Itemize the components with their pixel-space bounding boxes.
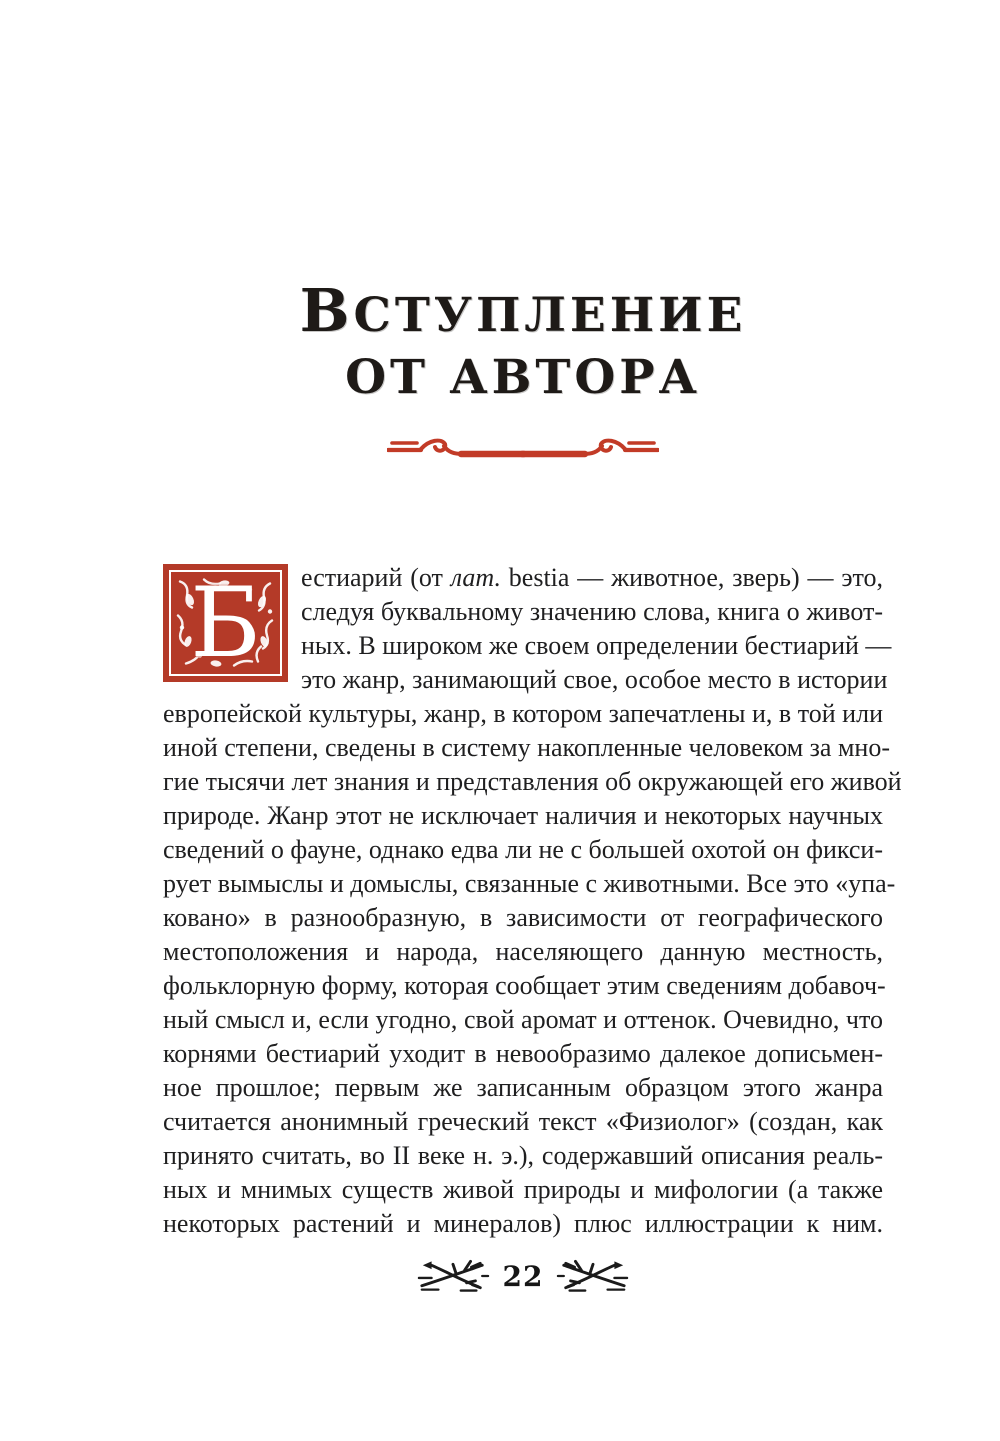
- paragraph-line: сведений о фауне, однако едва ли не с большей охотой он фикси-: [163, 835, 883, 864]
- paragraph-line: гие тысячи лет знания и представления об окружающей его живой: [163, 767, 902, 796]
- paragraph-line: ное прошлое; первым же записанным образцом этого жанра: [163, 1073, 883, 1102]
- page-footer: [23, 1256, 1000, 1296]
- paragraph-line: считается анонимный греческий текст «Физиолог» (создан, как: [163, 1107, 883, 1136]
- paragraph-line: европейской культуры, жанр, в котором запечатлены и, в той или: [163, 699, 883, 728]
- paragraph-line: местоположения и народа, населяющего данную местность,: [163, 937, 883, 966]
- paragraph-line: ковано» в разнообразную, в зависимости от географического: [163, 903, 883, 932]
- dropcap: [163, 564, 288, 682]
- dropcap-frame: [169, 570, 282, 676]
- paragraph-line: иной степени, сведены в систему накопленные человеком за мно-: [163, 733, 890, 762]
- paragraph-line: корнями бестиарий уходит в невообразимо далекое дописьмен-: [163, 1039, 883, 1068]
- chapter-title-line1: ВСТУПЛЕНИЕ: [299, 276, 747, 345]
- body-paragraph: [163, 561, 902, 1241]
- footer-flourish-left-icon: [416, 1256, 490, 1296]
- paragraph-opening: [163, 561, 892, 697]
- paragraph-line: природе. Жанр этот не исключает наличия и некоторых научных: [163, 801, 883, 830]
- paragraph-line: принято считать, во II веке н. э.), содержавший описания реаль-: [163, 1141, 883, 1170]
- page-number: 22: [502, 1259, 544, 1293]
- dropcap-letter: Б: [190, 575, 261, 671]
- footer-flourish-right-icon: [556, 1256, 630, 1296]
- paragraph-line: фольклорную форму, которая сообщает этим сведениям добавоч-: [163, 971, 886, 1000]
- paragraph-line: [301, 561, 883, 595]
- paragraph-line: следуя буквальному значению слова, книга о живот-: [301, 597, 883, 626]
- paragraph-line: это жанр, занимающий свое, особое место в истории: [301, 665, 888, 694]
- paragraph-text-italic: лат.: [450, 563, 501, 592]
- paragraph-line: ных и мнимых существ живой природы и мифологии (а также: [163, 1175, 883, 1204]
- paragraph-line: ных. В широком же своем определении бестиарий —: [301, 631, 892, 660]
- section-divider: [23, 433, 1000, 470]
- paragraph-line: ный смысл и, если угодно, свой аромат и оттенок. Очевидно, что: [163, 1005, 883, 1034]
- divider-flourish-icon: [387, 433, 659, 465]
- chapter-title: [23, 276, 1000, 409]
- paragraph-line: некоторых растений и минералов) плюс иллюстрации к ним.: [163, 1209, 883, 1238]
- paragraph-text: естиарий (от: [301, 563, 451, 592]
- chapter-title-line2: ОТ АВТОРА: [345, 350, 701, 405]
- paragraph-text: bestia — животное, зверь) — это,: [500, 563, 883, 592]
- paragraph-line: рует вымыслы и домыслы, связанные с животными. Все это «упа-: [163, 869, 896, 898]
- dropcap-field: [174, 575, 277, 671]
